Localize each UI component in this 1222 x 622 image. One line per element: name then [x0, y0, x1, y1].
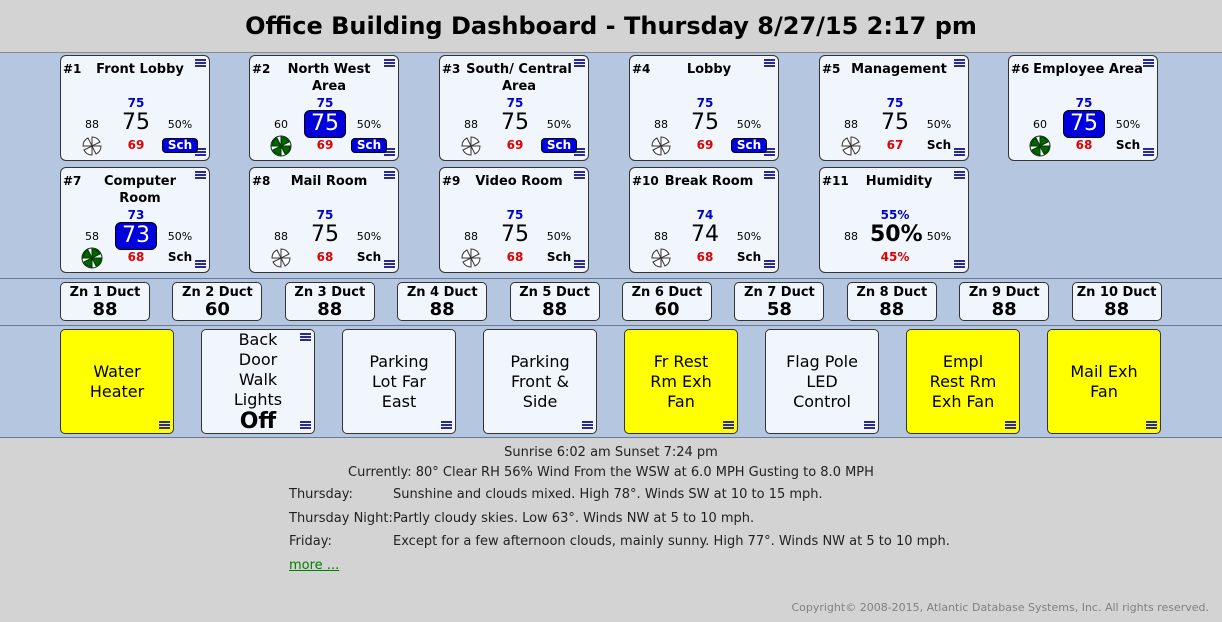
switch-button[interactable] — [624, 329, 738, 434]
menu-icon[interactable] — [954, 59, 965, 68]
switch-label: Empl Rest Rm Exh Fan — [929, 351, 997, 411]
menu-icon[interactable] — [764, 171, 775, 180]
current-temp[interactable]: 74 — [691, 222, 719, 247]
switch-button[interactable] — [1047, 329, 1161, 434]
duct-label: Zn 5 Duct — [519, 285, 590, 300]
menu-icon[interactable] — [159, 421, 170, 430]
setpoint[interactable]: 75 — [316, 208, 334, 222]
menu-icon[interactable] — [1005, 421, 1016, 430]
switch-content — [641, 352, 721, 412]
zone-tile[interactable] — [60, 55, 210, 161]
menu-icon[interactable] — [1146, 421, 1157, 430]
schedule-button[interactable]: Sch — [1115, 138, 1141, 152]
low-setpoint[interactable]: 69 — [127, 138, 145, 152]
duct-reading: 88 — [85, 118, 99, 131]
current-temp[interactable]: 50% — [870, 222, 923, 247]
zone-tile[interactable] — [249, 55, 399, 161]
menu-icon[interactable] — [582, 421, 593, 430]
more-forecast-link[interactable]: more ... — [289, 558, 340, 573]
duct-readout — [622, 282, 712, 321]
menu-icon[interactable] — [764, 59, 775, 68]
duct-label: Zn 3 Duct — [294, 285, 366, 300]
zone-name: North West Area — [287, 62, 371, 94]
low-setpoint[interactable]: 69 — [506, 138, 524, 152]
switch-button[interactable] — [483, 329, 597, 434]
schedule-button[interactable]: Sch — [731, 138, 767, 153]
duct-readout — [959, 282, 1049, 321]
switch-button[interactable] — [342, 329, 456, 434]
zone-number: #1 — [63, 62, 82, 76]
zone-name: Video Room — [475, 174, 563, 189]
schedule-button[interactable]: Sch — [926, 138, 952, 152]
duct-value: 88 — [1104, 299, 1130, 320]
zone-number: #4 — [632, 62, 651, 76]
duct-value: 88 — [991, 299, 1017, 320]
schedule-button[interactable]: Sch — [167, 250, 193, 264]
duct-label: Zn 2 Duct — [182, 285, 253, 300]
switch-label: Water Heater — [89, 361, 145, 401]
duct-value: 88 — [92, 299, 118, 320]
switch-content — [77, 362, 157, 402]
schedule-button[interactable]: Sch — [356, 250, 382, 264]
schedule-button[interactable]: Sch — [351, 138, 387, 153]
low-setpoint[interactable]: 67 — [886, 138, 904, 152]
zone-number: #8 — [252, 174, 271, 188]
forecast-day: Thursday: — [289, 487, 353, 502]
zone-tile[interactable] — [629, 167, 779, 273]
schedule-button[interactable]: Sch — [736, 250, 762, 264]
zone-number: #6 — [1011, 62, 1030, 76]
current-temp[interactable]: 75 — [311, 222, 339, 247]
setpoint[interactable]: 75 — [886, 96, 904, 110]
schedule-button[interactable]: Sch — [546, 250, 572, 264]
zone-name: Humidity — [865, 174, 933, 189]
duct-label: Zn 8 Duct — [856, 285, 928, 300]
zone-tile[interactable] — [629, 55, 779, 161]
zone-number: #11 — [822, 174, 849, 188]
copyright: Copyright© 2008-2015, Atlantic Database Systems, Inc. All rights reserved. — [791, 601, 1209, 614]
fan-icon[interactable] — [460, 247, 482, 269]
zone-tile[interactable] — [60, 167, 210, 273]
zone-name: Employee Area — [1033, 62, 1143, 77]
low-setpoint[interactable]: 68 — [127, 250, 145, 264]
fan-icon[interactable] — [650, 247, 672, 269]
damper-percent: 50% — [546, 118, 572, 131]
fan-icon[interactable] — [840, 135, 862, 157]
fan-icon[interactable] — [81, 135, 103, 157]
current-temp[interactable]: 75 — [881, 110, 909, 135]
switch-label: Back Door Walk Lights — [233, 329, 283, 409]
duct-readout — [397, 282, 487, 321]
forecast-text: Partly cloudy skies. Low 63°. Winds NW at 5 to 10 mph. — [393, 511, 755, 526]
zone-name: Computer Room — [103, 174, 177, 206]
duct-panel — [0, 279, 1222, 326]
duct-reading: 88 — [654, 230, 668, 243]
fan-icon[interactable] — [650, 135, 672, 157]
switch-content — [359, 352, 439, 412]
switch-state: Off — [239, 408, 277, 434]
setpoint[interactable]: 75 — [127, 96, 145, 110]
damper-percent: 50% — [546, 230, 572, 243]
switch-label: Parking Front & Side — [510, 351, 570, 411]
page-title: Office Building Dashboard - Thursday 8/27/15 2:17 pm — [0, 0, 1222, 53]
duct-label: Zn 6 Duct — [631, 285, 703, 300]
zone-number: #10 — [632, 174, 659, 188]
zone-name: Break Room — [664, 174, 754, 189]
current-temp[interactable]: 75 — [122, 110, 150, 135]
schedule-button[interactable]: Sch — [541, 138, 577, 153]
fan-icon[interactable] — [270, 247, 292, 269]
setpoint[interactable]: 75 — [696, 96, 714, 110]
menu-icon[interactable] — [300, 333, 311, 342]
duct-readout — [60, 282, 150, 321]
zone-name: Mail Room — [290, 174, 368, 189]
current-temp[interactable]: 75 — [304, 110, 346, 138]
fan-icon[interactable] — [81, 247, 103, 269]
menu-icon[interactable] — [384, 171, 395, 180]
switch-content — [500, 352, 580, 412]
duct-value: 88 — [317, 299, 343, 320]
duct-label: Zn 4 Duct — [406, 285, 478, 300]
current-temp[interactable]: 75 — [1063, 110, 1105, 138]
switch-content — [218, 330, 298, 434]
duct-label: Zn 7 Duct — [744, 285, 815, 300]
switch-button[interactable] — [765, 329, 879, 434]
current-temp[interactable]: 75 — [691, 110, 719, 135]
damper-percent: 50% — [926, 118, 952, 131]
duct-reading: 88 — [844, 118, 858, 131]
duct-value: 88 — [879, 299, 905, 320]
duct-reading: 88 — [844, 230, 858, 243]
setpoint[interactable]: 75 — [316, 96, 334, 110]
current-temp[interactable]: 75 — [501, 110, 529, 135]
zone-name: Front Lobby — [96, 62, 184, 77]
duct-readout — [734, 282, 824, 321]
switch-button[interactable] — [60, 329, 174, 434]
menu-icon[interactable] — [954, 171, 965, 180]
zone-tile[interactable] — [819, 167, 969, 273]
menu-icon[interactable] — [441, 421, 452, 430]
zone-name: Lobby — [686, 62, 732, 77]
menu-icon[interactable] — [384, 59, 395, 68]
duct-readout — [1072, 282, 1162, 321]
zone-number: #7 — [63, 174, 82, 188]
forecast-text: Sunshine and clouds mixed. High 78°. Winds SW at 10 to 15 mph. — [393, 487, 823, 502]
duct-label: Zn 10 Duct — [1076, 285, 1157, 300]
zone-number: #9 — [442, 174, 461, 188]
switch-content — [782, 352, 862, 412]
zone-number: #5 — [822, 62, 841, 76]
duct-reading: 88 — [464, 230, 478, 243]
low-setpoint[interactable]: 45% — [880, 250, 910, 264]
switch-label: Flag Pole LED Control — [786, 351, 858, 411]
damper-percent: 50% — [736, 118, 762, 131]
duct-reading: 88 — [274, 230, 288, 243]
duct-label: Zn 1 Duct — [69, 285, 141, 300]
zone-name: Management — [851, 62, 947, 77]
duct-value: 60 — [654, 299, 680, 320]
setpoint[interactable]: 75 — [506, 96, 524, 110]
low-setpoint[interactable]: 68 — [1075, 138, 1093, 152]
menu-icon[interactable] — [723, 421, 734, 430]
zone-tile[interactable] — [439, 167, 589, 273]
damper-percent: 50% — [926, 230, 952, 243]
setpoint[interactable]: 74 — [696, 208, 714, 222]
fan-icon[interactable] — [460, 135, 482, 157]
duct-reading: 88 — [654, 118, 668, 131]
menu-icon[interactable] — [1143, 59, 1154, 68]
menu-icon[interactable] — [300, 421, 311, 430]
switch-content — [923, 352, 1003, 412]
schedule-button[interactable]: Sch — [162, 138, 198, 153]
duct-value: 88 — [429, 299, 455, 320]
zone-tile[interactable] — [1008, 55, 1158, 161]
damper-percent: 50% — [356, 230, 382, 243]
menu-icon[interactable] — [195, 171, 206, 180]
duct-readout — [285, 282, 375, 321]
zone-name: South/ Central Area — [466, 62, 572, 94]
duct-label: Zn 9 Duct — [968, 285, 1040, 300]
menu-icon[interactable] — [574, 59, 585, 68]
switch-button[interactable] — [906, 329, 1020, 434]
current-temp[interactable]: 75 — [501, 222, 529, 247]
duct-value: 58 — [766, 299, 792, 320]
current-temp[interactable]: 73 — [115, 222, 157, 250]
fan-icon[interactable] — [270, 135, 292, 157]
duct-reading: 58 — [85, 230, 99, 243]
damper-percent: 50% — [356, 118, 382, 131]
fan-icon[interactable] — [1029, 135, 1051, 157]
switch-label: Parking Lot Far East — [369, 351, 429, 411]
zone-number: #2 — [252, 62, 271, 76]
damper-percent: 50% — [167, 118, 193, 131]
duct-readout — [172, 282, 262, 321]
forecast-day: Thursday Night: — [289, 511, 393, 526]
forecast-text: Except for a few afternoon clouds, mainly sunny. High 77°. Winds NW at 5 to 10 mph. — [393, 534, 950, 549]
duct-value: 88 — [542, 299, 568, 320]
menu-icon[interactable] — [864, 421, 875, 430]
duct-reading: 60 — [1033, 118, 1047, 131]
zone-tile[interactable] — [249, 167, 399, 273]
setpoint[interactable]: 55% — [880, 208, 910, 222]
setpoint[interactable]: 73 — [127, 208, 145, 222]
setpoint[interactable]: 75 — [1075, 96, 1093, 110]
low-setpoint[interactable]: 68 — [316, 250, 334, 264]
low-setpoint[interactable]: 68 — [696, 250, 714, 264]
menu-icon[interactable] — [574, 171, 585, 180]
current-conditions: Currently: 80° Clear RH 56% Wind From the WSW at 6.0 MPH Gusting to 8.0 MPH — [348, 465, 874, 480]
zone-tile[interactable] — [439, 55, 589, 161]
switch-panel — [0, 326, 1222, 438]
forecast-day: Friday: — [289, 534, 332, 549]
duct-readout — [847, 282, 937, 321]
duct-reading: 60 — [274, 118, 288, 131]
damper-percent: 50% — [736, 230, 762, 243]
zone-panel — [0, 53, 1222, 279]
zone-tile[interactable] — [819, 55, 969, 161]
damper-percent: 50% — [1115, 118, 1141, 131]
low-setpoint[interactable]: 69 — [696, 138, 714, 152]
menu-icon[interactable] — [195, 59, 206, 68]
sun-times: Sunrise 6:02 am Sunset 7:24 pm — [504, 445, 718, 460]
setpoint[interactable]: 75 — [506, 208, 524, 222]
switch-button[interactable] — [201, 329, 315, 434]
zone-number: #3 — [442, 62, 461, 76]
low-setpoint[interactable]: 69 — [316, 138, 334, 152]
switch-label: Mail Exh Fan — [1070, 361, 1138, 401]
low-setpoint[interactable]: 68 — [506, 250, 524, 264]
switch-label: Fr Rest Rm Exh Fan — [650, 351, 712, 411]
damper-percent: 50% — [167, 230, 193, 243]
duct-reading: 88 — [464, 118, 478, 131]
duct-readout — [510, 282, 600, 321]
duct-value: 60 — [204, 299, 230, 320]
switch-content — [1064, 362, 1144, 402]
